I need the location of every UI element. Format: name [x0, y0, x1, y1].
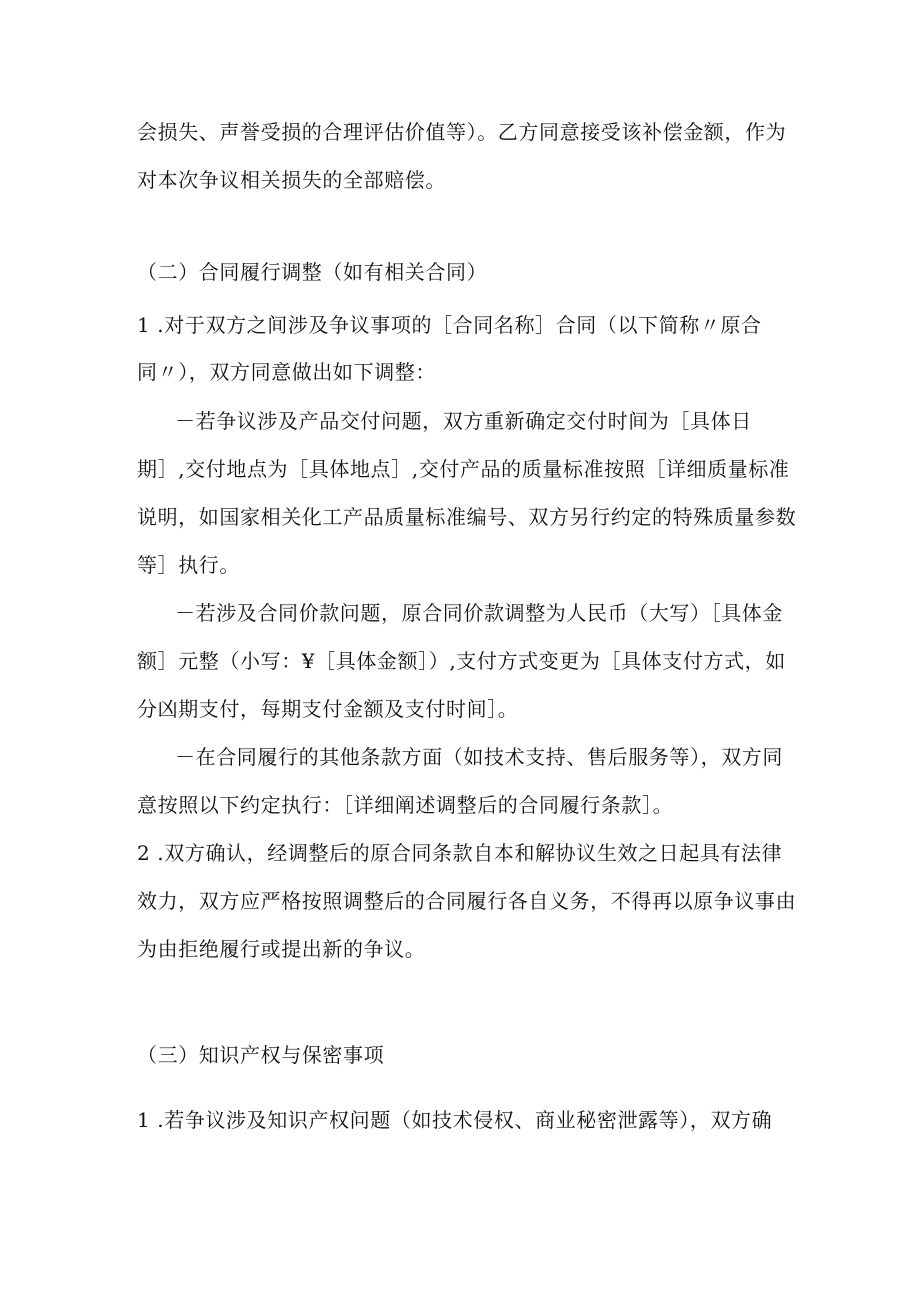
paragraph-line: 为由拒绝履行或提出新的争议。	[137, 937, 426, 961]
paragraph-line: 额］元整（小写：¥［具体金额］）,支付方式变更为［具体支付方式，如	[137, 649, 786, 673]
numbered-item-2: 2 .双方确认，经调整后的原合同条款自本和解协议生效之日起具有法律	[137, 841, 783, 865]
section-heading: （三）知识产权与保密事项	[137, 1043, 385, 1067]
paragraph-line: 等］执行。	[137, 553, 240, 577]
bullet-item: －若涉及合同价款问题，原合同价款调整为人民币（大写）［具体金	[175, 601, 783, 625]
paragraph-line: 对本次争议相关损失的全部赔偿。	[137, 168, 446, 192]
section-heading: （二）合同履行调整（如有相关合同）	[137, 260, 488, 284]
numbered-item-1: 1 .对于双方之间涉及争议事项的［合同名称］合同（以下简称〃原合	[137, 313, 762, 337]
paragraph-line: 同〃），双方同意做出如下调整：	[137, 360, 436, 384]
paragraph-line: 分凶期支付，每期支付金额及支付时间］。	[137, 697, 519, 721]
paragraph-line: 意按照以下约定执行：［详细阐述调整后的合同履行条款］。	[137, 793, 674, 817]
paragraph-line: 期］,交付地点为［具体地点］,交付产品的质量标准按照［详细质量标准	[137, 457, 790, 481]
paragraph-line: 效力，双方应严格按照调整后的合同履行各自义务，不得再以原争议事由	[137, 889, 797, 913]
numbered-item-1: 1 .若争议涉及知识产权问题（如技术侵权、商业秘密泄露等），双方确	[137, 1108, 773, 1132]
bullet-item: －在合同履行的其他条款方面（如技术支持、售后服务等），双方同	[175, 745, 783, 769]
paragraph-line: 会损失、声誉受损的合理评估价值等）。乙方同意接受该补偿金额，作为	[137, 120, 787, 144]
paragraph-line: 说明，如国家相关化工产品质量标准编号、双方另行约定的特殊质量参数	[137, 505, 797, 529]
bullet-item: －若争议涉及产品交付问题，双方重新确定交付时间为［具体日	[175, 409, 752, 433]
